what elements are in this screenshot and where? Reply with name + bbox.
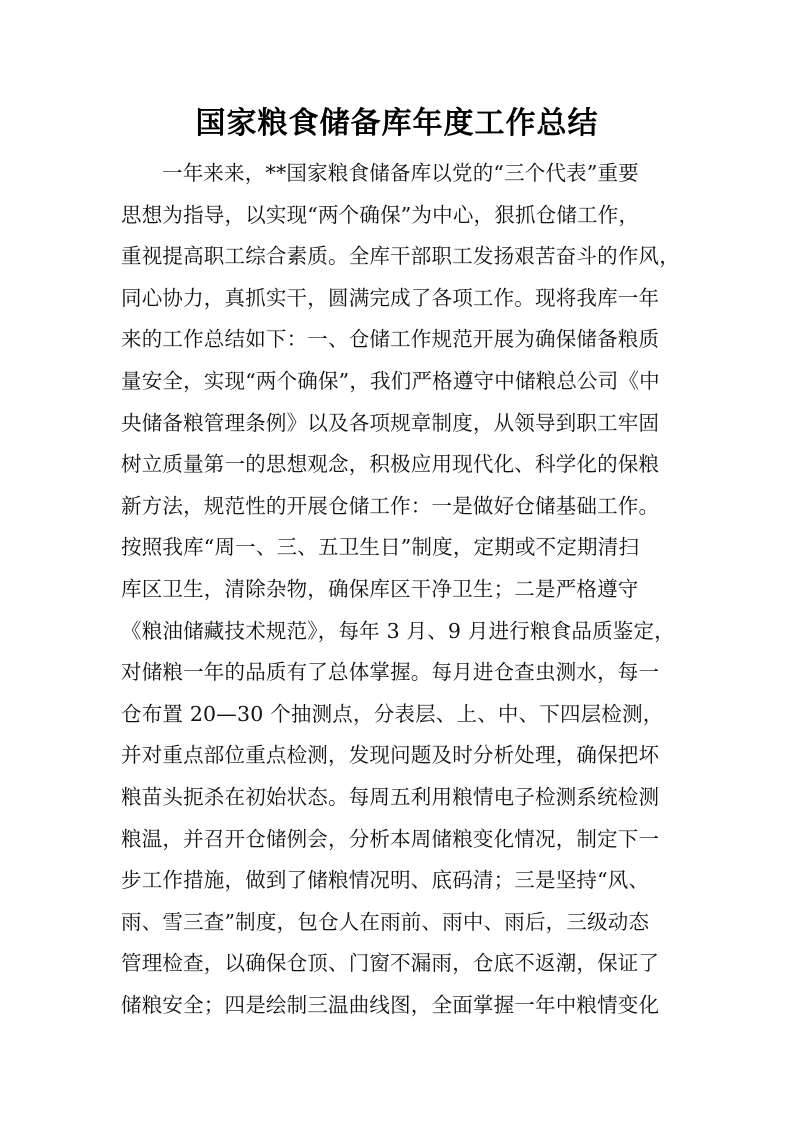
- paragraph-line-21: 储粮安全；四是绘制三温曲线图，全面掌握一年中粮情变化: [121, 992, 660, 1017]
- document-title: 国家粮食储备库年度工作总结: [195, 106, 599, 141]
- paragraph-line-8: 树立质量第一的思想观念，积极应用现代化、科学化的保粮: [121, 452, 660, 477]
- paragraph-line-15: 并对重点部位重点检测，发现问题及时分析处理，确保把坏: [121, 743, 660, 768]
- paragraph-line-2: 思想为指导，以实现“两个确保”为中心，狠抓仓储工作，: [121, 202, 640, 227]
- document-body: [121, 153, 681, 1026]
- paragraph-line-11: 库区卫生，清除杂物，确保库区干净卫生；二是严格遵守: [121, 576, 639, 601]
- paragraph-line-4: 同心协力，真抓实干，圆满完成了各项工作。现将我库一年: [121, 285, 660, 310]
- paragraph-line-20: 管理检查，以确保仓顶、门窗不漏雨，仓底不返潮，保证了: [121, 951, 660, 976]
- paragraph-line-9: 新方法，规范性的开展仓储工作：一是做好仓储基础工作。: [121, 493, 660, 518]
- paragraph-line-7: 央储备粮管理条例》以及各项规章制度，从领导到职工牢固: [121, 410, 660, 435]
- paragraph-line-13: 对储粮一年的品质有了总体掌握。每月进仓查虫测水，每一: [121, 660, 660, 685]
- paragraph-line-17: 粮温，并召开仓储例会，分析本周储粮变化情况，制定下一: [121, 826, 660, 851]
- paragraph-line-5: 来的工作总结如下：一、仓储工作规范开展为确保储备粮质: [121, 327, 660, 352]
- paragraph-line-12: 《粮油储藏技术规范》，每年 3 月、9 月进行粮食品质鉴定，: [121, 618, 675, 643]
- paragraph-line-19: 雨、雪三查”制度，包仓人在雨前、雨中、雨后，三级动态: [121, 909, 650, 934]
- paragraph-line-3: 重视提高职工综合素质。全库干部职工发扬艰苦奋斗的作风，: [121, 244, 680, 269]
- paragraph-line-18: 步工作措施，做到了储粮情况明、底码清；三是坚持“风、: [121, 868, 650, 893]
- paragraph-line-1: 一年来来，**国家粮食储备库以党的“三个代表”重要: [162, 161, 639, 185]
- paragraph-line-6: 量安全，实现“两个确保”，我们严格遵守中储粮总公司《中: [121, 368, 660, 393]
- paragraph-line-14: 仓布置 20—30 个抽测点，分表层、上、中、下四层检测，: [121, 701, 664, 726]
- paragraph-line-10: 按照我库“周一、三、五卫生日”制度，定期或不定期清扫: [121, 535, 640, 560]
- paragraph-line-16: 粮苗头扼杀在初始状态。每周五利用粮情电子检测系统检测: [121, 784, 660, 809]
